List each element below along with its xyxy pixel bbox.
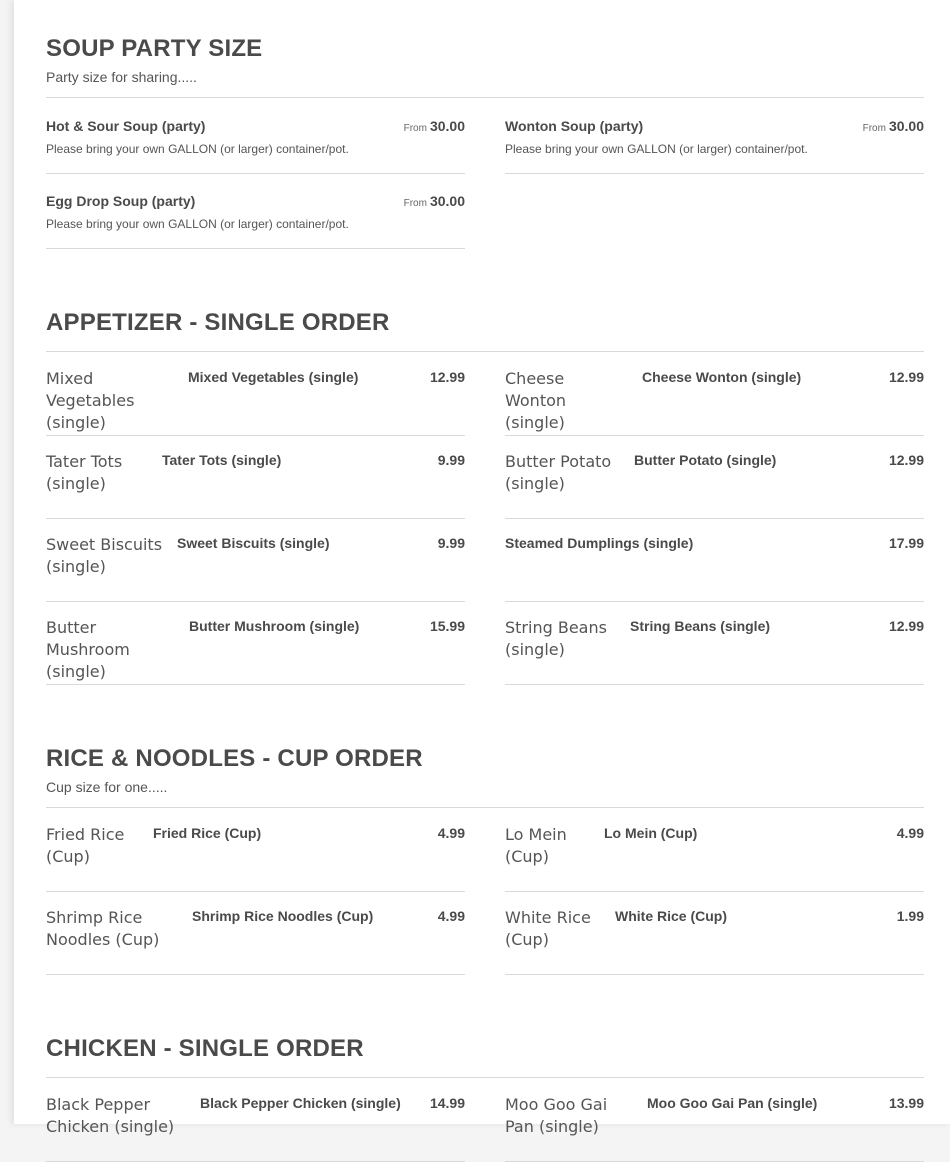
- section-divider: [46, 1077, 924, 1078]
- menu-item[interactable]: [505, 368, 924, 436]
- section-title: CHICKEN - SINGLE ORDER: [46, 1035, 364, 1062]
- item-name: Moo Goo Gai Pan (single): [647, 1095, 818, 1111]
- item-image: Lo Mein (Cup): [505, 825, 567, 866]
- item-price: 4.99: [437, 825, 465, 841]
- item-price: 15.99: [429, 618, 465, 634]
- section-divider: [46, 807, 924, 808]
- price-value: 30.00: [888, 118, 924, 134]
- item-image: Shrimp Rice Noodles (Cup): [46, 908, 160, 949]
- item-name: White Rice (Cup): [615, 908, 727, 924]
- item-image: Butter Potato (single): [505, 452, 612, 493]
- item-name: Shrimp Rice Noodles (Cup): [192, 908, 374, 924]
- item-price: 1.99: [896, 908, 924, 924]
- menu-page: [14, 0, 950, 1136]
- section-rice-noodles: [46, 744, 924, 976]
- item-image: Cheese Wonton (single): [505, 369, 567, 432]
- section-soup-party: [46, 34, 924, 264]
- item-image: Mixed Vegetables (single): [46, 369, 135, 432]
- item-name: Tater Tots (single): [162, 452, 282, 468]
- item-name: String Beans (single): [630, 618, 771, 634]
- item-price: 17.99: [888, 535, 924, 551]
- item-price: 13.99: [888, 1095, 924, 1111]
- item-image: Moo Goo Gai Pan (single): [505, 1095, 608, 1136]
- item-price: 4.99: [896, 825, 924, 841]
- price-prefix: From: [862, 123, 886, 134]
- item-name: Mixed Vegetables (single): [188, 369, 359, 385]
- item-name: Butter Mushroom (single): [189, 618, 360, 634]
- menu-item[interactable]: [505, 907, 924, 975]
- menu-item[interactable]: [46, 907, 465, 975]
- item-image: White Rice (Cup): [505, 908, 591, 949]
- menu-item[interactable]: [46, 368, 465, 436]
- menu-item[interactable]: [505, 534, 924, 602]
- price-prefix: From: [403, 123, 427, 134]
- item-description: Please bring your own GALLON (or larger) container/pot.: [46, 217, 349, 231]
- item-price: 12.99: [888, 618, 924, 634]
- menu-item[interactable]: [505, 451, 924, 519]
- menu-item[interactable]: [505, 617, 924, 685]
- price-value: 30.00: [429, 193, 465, 209]
- item-image: Fried Rice (Cup): [46, 825, 125, 866]
- item-name: Butter Potato (single): [634, 452, 777, 468]
- item-image: Butter Mushroom (single): [46, 618, 130, 681]
- item-image: String Beans (single): [505, 618, 607, 659]
- section-title: RICE & NOODLES - CUP ORDER: [46, 745, 423, 772]
- item-name: Sweet Biscuits (single): [177, 535, 330, 551]
- menu-item[interactable]: [46, 117, 465, 174]
- section-title: SOUP PARTY SIZE: [46, 35, 263, 62]
- item-description: Please bring your own GALLON (or larger) container/pot.: [46, 142, 349, 156]
- price-prefix: From: [403, 198, 427, 209]
- item-name: Lo Mein (Cup): [604, 825, 698, 841]
- menu-item[interactable]: [46, 617, 465, 685]
- section-title: APPETIZER - SINGLE ORDER: [46, 309, 390, 336]
- section-divider: [46, 97, 924, 98]
- menu-item[interactable]: [46, 824, 465, 892]
- menu-item[interactable]: [46, 534, 465, 602]
- section-appetizer: [46, 308, 924, 688]
- item-name: Cheese Wonton (single): [642, 369, 802, 385]
- item-price: [404, 192, 465, 213]
- item-name: Hot & Sour Soup (party): [46, 118, 206, 134]
- menu-item[interactable]: [46, 1094, 465, 1162]
- price-value: 30.00: [429, 118, 465, 134]
- menu-item[interactable]: [505, 1094, 924, 1162]
- item-price: 14.99: [429, 1095, 465, 1111]
- menu-item[interactable]: [505, 824, 924, 892]
- section-chicken: [46, 1034, 924, 1136]
- item-description: Please bring your own GALLON (or larger) container/pot.: [505, 142, 808, 156]
- menu-item[interactable]: [46, 192, 465, 249]
- item-price: 12.99: [888, 369, 924, 385]
- section-description: Party size for sharing.....: [46, 69, 197, 85]
- section-divider: [46, 351, 924, 352]
- item-price: 4.99: [437, 908, 465, 924]
- section-description: Cup size for one.....: [46, 779, 168, 795]
- item-image: Tater Tots (single): [46, 452, 123, 493]
- item-name: Black Pepper Chicken (single): [200, 1095, 401, 1111]
- item-price: 9.99: [437, 535, 465, 551]
- item-image: Black Pepper Chicken (single): [46, 1095, 175, 1136]
- item-price: 12.99: [888, 452, 924, 468]
- item-price: 12.99: [429, 369, 465, 385]
- menu-item[interactable]: [46, 451, 465, 519]
- item-price: [863, 117, 924, 138]
- item-name: Fried Rice (Cup): [153, 825, 262, 841]
- menu-item[interactable]: [505, 117, 924, 174]
- item-name: Steamed Dumplings (single): [505, 535, 694, 551]
- item-name: Wonton Soup (party): [505, 118, 644, 134]
- item-name: Egg Drop Soup (party): [46, 193, 196, 209]
- item-price: [404, 117, 465, 138]
- item-price: 9.99: [437, 452, 465, 468]
- item-image: Sweet Biscuits (single): [46, 535, 163, 576]
